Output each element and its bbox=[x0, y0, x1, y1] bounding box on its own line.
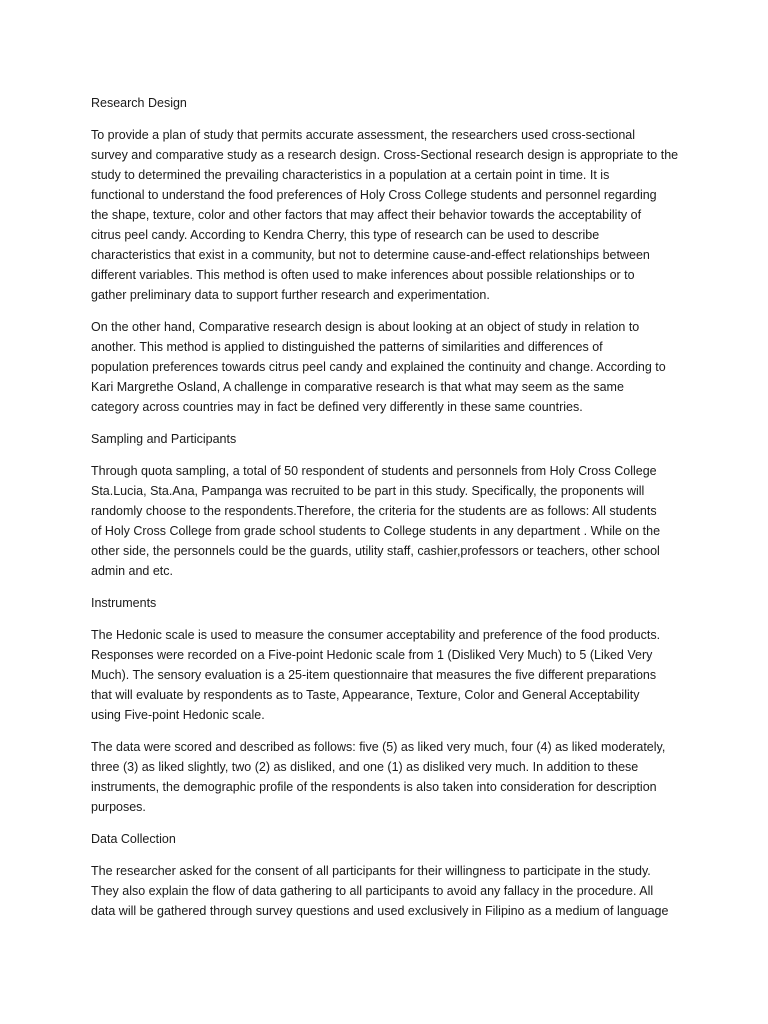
text-line: instruments, the demographic profile of the respondents is also taken into consideration for description bbox=[91, 780, 657, 794]
paragraph bbox=[91, 461, 681, 581]
paragraph bbox=[91, 125, 681, 305]
paragraph bbox=[91, 625, 681, 725]
text-line: three (3) as liked slightly, two (2) as disliked, and one (1) as disliked very much. In addition to these bbox=[91, 760, 639, 774]
text-line: using Five-point Hedonic scale. bbox=[91, 708, 265, 722]
text-line: Kari Margrethe Osland, A challenge in comparative research is that what may seem as the same bbox=[91, 380, 624, 394]
text-line: study to determined the prevailing characteristics in a population at a certain point in time. It is bbox=[91, 168, 610, 182]
text-line: The Hedonic scale is used to measure the consumer acceptability and preference of the food products. bbox=[91, 628, 661, 642]
text-line: population preferences towards citrus peel candy and explained the continuity and change. According to bbox=[91, 360, 666, 374]
text-line: The data were scored and described as follows: five (5) as liked very much, four (4) as liked moderately, bbox=[91, 740, 666, 754]
section-heading: Data Collection bbox=[91, 832, 176, 846]
section-heading: Sampling and Participants bbox=[91, 432, 237, 446]
text-line: different variables. This method is often used to make inferences about possible relationships or to bbox=[91, 268, 635, 282]
text-line: admin and etc. bbox=[91, 564, 173, 578]
text-line: The researcher asked for the consent of all participants for their willingness to participate in the study. bbox=[91, 864, 651, 878]
text-line: randomly choose to the respondents.Therefore, the criteria for the students are as follows: All students bbox=[91, 504, 657, 518]
text-line: gather preliminary data to support further research and experimentation. bbox=[91, 288, 490, 302]
text-line: the shape, texture, color and other factors that may affect their behavior towards the acceptability of bbox=[91, 208, 642, 222]
text-line: survey and comparative study as a research design. Cross-Sectional research design is appropriate to the bbox=[91, 148, 679, 162]
section-instruments bbox=[91, 593, 681, 817]
paragraph bbox=[91, 861, 681, 921]
text-line: citrus peel candy. According to Kendra Cherry, this type of research can be used to describe bbox=[91, 228, 600, 242]
text-line: To provide a plan of study that permits accurate assessment, the researchers used cross-sectional bbox=[91, 128, 636, 142]
text-line: On the other hand, Comparative research design is about looking at an object of study in relation to bbox=[91, 320, 640, 334]
section-sampling-participants bbox=[91, 429, 681, 581]
text-line: other side, the personnels could be the guards, utility staff, cashier,professors or teachers, other school bbox=[91, 544, 660, 558]
text-line: They also explain the flow of data gathering to all participants to avoid any fallacy in the procedure. All bbox=[91, 884, 654, 898]
section-research-design bbox=[91, 93, 681, 417]
text-line: functional to understand the food preferences of Holy Cross College students and personnel regarding bbox=[91, 188, 657, 202]
section-heading: Research Design bbox=[91, 96, 187, 110]
text-line: Through quota sampling, a total of 50 respondent of students and personnels from Holy Cross College bbox=[91, 464, 657, 478]
document-page bbox=[91, 93, 681, 933]
text-line: Much). The sensory evaluation is a 25-item questionnaire that measures the five different preparations bbox=[91, 668, 657, 682]
text-line: data will be gathered through survey questions and used exclusively in Filipino as a medium of language bbox=[91, 904, 669, 918]
text-line: characteristics that exist in a community, but not to determine cause-and-effect relationships between bbox=[91, 248, 650, 262]
text-line: Sta.Lucia, Sta.Ana, Pampanga was recruited to be part in this study. Specifically, the proponents will bbox=[91, 484, 645, 498]
text-line: another. This method is applied to distinguished the patterns of similarities and differences of bbox=[91, 340, 603, 354]
paragraph bbox=[91, 317, 681, 417]
section-data-collection bbox=[91, 829, 681, 921]
text-line: of Holy Cross College from grade school students to College students in any department . While on the bbox=[91, 524, 661, 538]
text-line: Responses were recorded on a Five-point Hedonic scale from 1 (Disliked Very Much) to 5 (Liked Very bbox=[91, 648, 653, 662]
text-line: category across countries may in fact be defined very differently in these same countries. bbox=[91, 400, 583, 414]
paragraph bbox=[91, 737, 681, 817]
section-heading: Instruments bbox=[91, 596, 157, 610]
text-line: that will evaluate by respondents as to Taste, Appearance, Texture, Color and General Acceptability bbox=[91, 688, 640, 702]
text-line: purposes. bbox=[91, 800, 146, 814]
